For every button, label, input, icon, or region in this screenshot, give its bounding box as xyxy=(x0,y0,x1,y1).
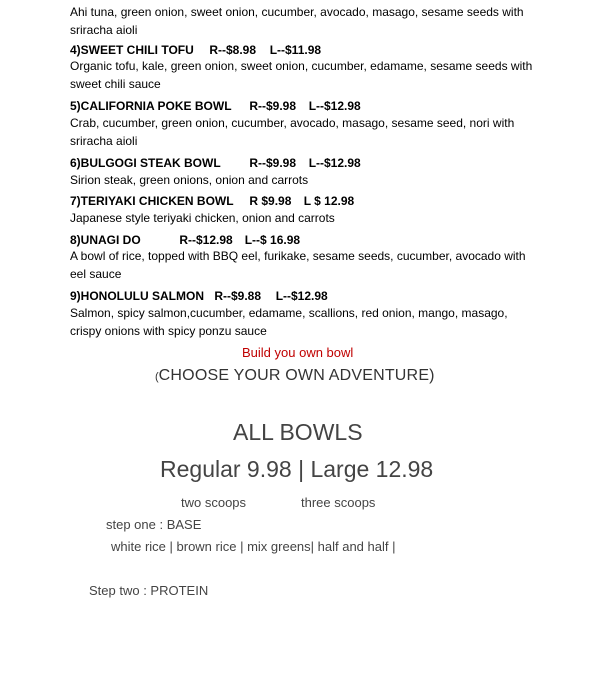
item-9-description: Salmon, spicy salmon,cucumber, edamame, scallions, red onion, mango, masago, crispy onions with spicy ponzu sauce xyxy=(70,306,508,338)
item-name: 9)HONOLULU SALMON xyxy=(70,289,204,303)
item-name: 8)UNAGI DO xyxy=(70,233,141,247)
two-scoops-label: two scoops xyxy=(181,495,247,510)
item-name: 7)TERIYAKI CHICKEN BOWL xyxy=(70,194,234,208)
item-5-title xyxy=(70,98,361,114)
adventure-subheading xyxy=(155,367,435,385)
item-name: 5)CALIFORNIA POKE BOWL xyxy=(70,99,232,113)
item-7-description: Japanese style teriyaki chicken, onion and carrots xyxy=(70,211,335,225)
base-options: white rice | brown rice | mix greens| half and half | xyxy=(111,539,396,554)
item-large-price: L--$12.98 xyxy=(308,99,361,113)
item-large-price: L--$ 16.98 xyxy=(244,233,301,247)
item-9-title xyxy=(70,288,328,304)
item-regular-price: R--$9.88 xyxy=(214,289,262,303)
item-8-description: A bowl of rice, topped with BBQ eel, furikake, sesame seeds, cucumber, avocado with eel sauce xyxy=(70,249,526,281)
item-regular-price: R--$8.98 xyxy=(209,43,257,57)
item-6-description: Sirion steak, green onions, onion and carrots xyxy=(70,173,309,187)
item-name: 6)BULGOGI STEAK BOWL xyxy=(70,156,221,170)
item-regular-price: R--$9.98 xyxy=(249,99,297,113)
item-regular-price: R $9.98 xyxy=(249,194,292,208)
item-large-price: L--$11.98 xyxy=(269,43,322,57)
bowl-pricing: Regular 9.98 | Large 12.98 xyxy=(160,456,434,482)
all-bowls-heading: ALL BOWLS xyxy=(233,419,363,445)
item-4-title xyxy=(70,42,321,58)
item-regular-price: R--$9.98 xyxy=(249,156,297,170)
three-scoops-label: three scoops xyxy=(301,495,376,510)
item-large-price: L $ 12.98 xyxy=(303,194,355,208)
build-bowl-heading: Build you own bowl xyxy=(242,345,354,360)
step-one-label: step one : BASE xyxy=(106,517,202,532)
step-two-label: Step two : PROTEIN xyxy=(89,583,209,598)
item-8-title xyxy=(70,232,300,248)
item-large-price: L--$12.98 xyxy=(308,156,361,170)
subheading-paren: ( xyxy=(155,371,159,383)
item-name: 4)SWEET CHILI TOFU xyxy=(70,43,194,57)
subheading-text: CHOOSE YOUR OWN ADVENTURE) xyxy=(158,367,435,384)
item-7-title xyxy=(70,193,354,209)
item-4-description: Organic tofu, kale, green onion, sweet onion, cucumber, edamame, sesame seeds with sweet chili sauce xyxy=(70,59,533,91)
item-3-description: Ahi tuna, green onion, sweet onion, cucumber, avocado, masago, sesame seeds with sriracha aioli xyxy=(70,5,524,37)
item-large-price: L--$12.98 xyxy=(275,289,328,303)
item-regular-price: R--$12.98 xyxy=(179,233,233,247)
item-6-title xyxy=(70,155,361,171)
item-5-description: Crab, cucumber, green onion, cucumber, avocado, masago, sesame seed, nori with sriracha aioli xyxy=(70,116,515,148)
